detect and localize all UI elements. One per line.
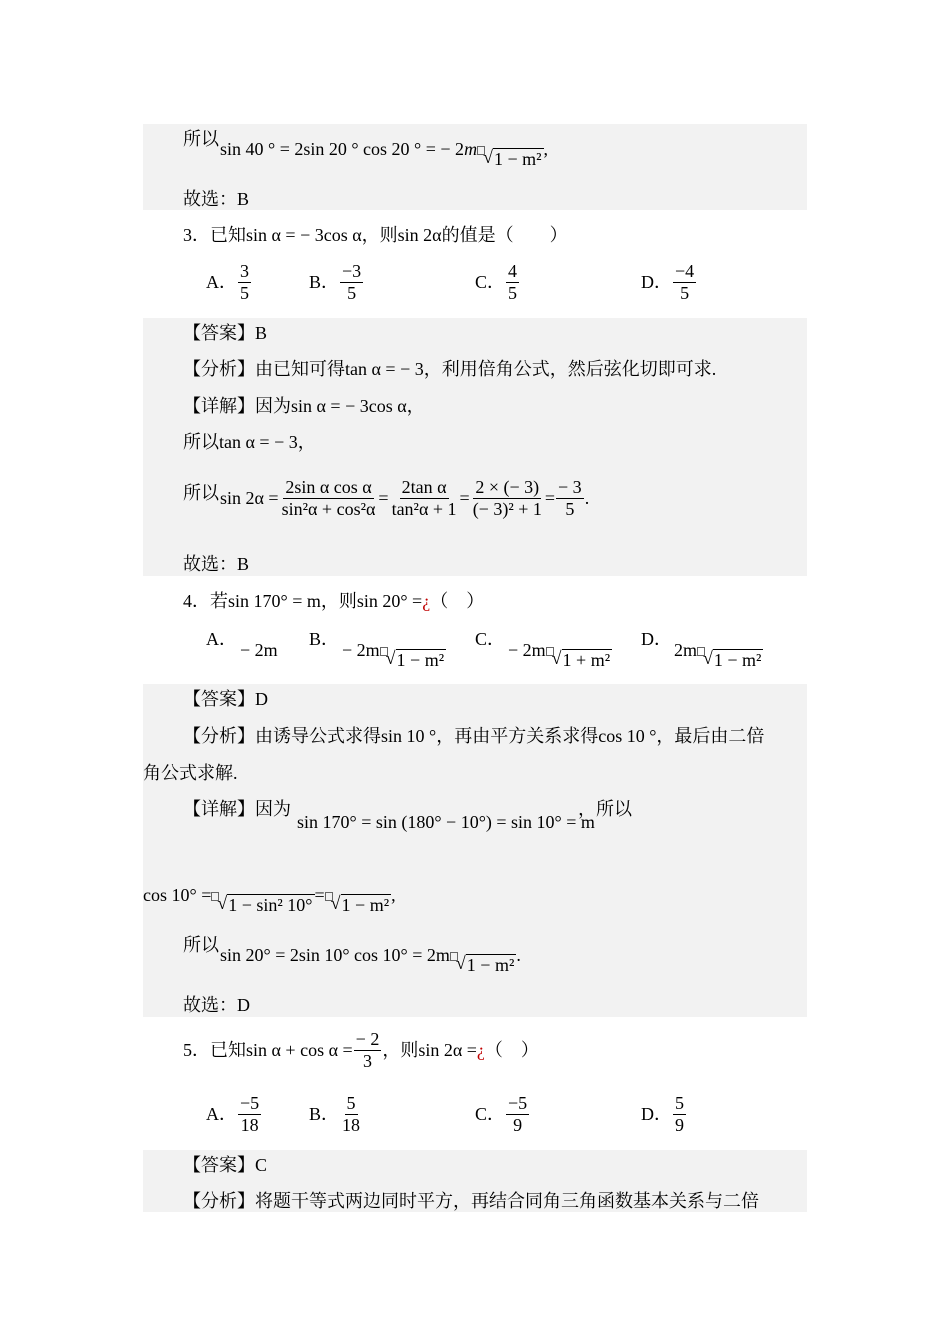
q4-final-rad: 1 − m² [466,955,515,975]
q3-opt-b-frac [340,262,363,303]
q5-opt-c-den: 9 [513,1114,523,1135]
q4-cos-eq: = [314,885,325,905]
q3-frac-3 [471,478,544,519]
q3-option-c [475,262,520,303]
q3-f4-den: 5 [565,498,575,519]
q4-final-math [220,946,521,976]
q4-option-d [641,630,672,648]
q5-opt-a-frac [238,1094,261,1135]
q4-opt-a-value: − 2m [240,640,278,660]
q4-stem [183,592,484,610]
q4-opt-b-label: B． [309,629,340,649]
q3-opt-a-frac [238,262,251,303]
q3-stem: 3．已知sin α = − 3cos α，则sin 2α的值是（ ） [183,225,568,245]
q3-opt-a-num: 3 [240,261,249,281]
q3-eq-3: = [544,488,556,509]
q3-opt-c-label: C． [475,272,506,293]
q4-cos-lhs: cos 10° = [143,885,212,905]
q3-step3 [220,478,589,519]
q4-cos-radical-1: √ 1 − sin² 10° [211,894,314,916]
q5-analysis: 【分析】将题干等式两边同时平方，再结合同角三角函数基本关系与二倍 [183,1191,759,1211]
q4-opt-c-label: C． [475,629,506,649]
q5-stem-tail: （ ） [484,1040,539,1061]
sec1-guxuan: 故选：B [183,189,250,209]
q3-f4-num: − 3 [558,477,582,497]
q5-opt-b-frac [340,1094,362,1135]
q3-option-b [309,262,364,303]
q3-opt-d-den: 5 [680,282,690,303]
q5-opt-d-frac [673,1094,686,1135]
q4-cos-rad2: 1 − m² [341,895,390,915]
q4-analysis-line2: 角公式求解. [143,763,238,783]
q4-cos-line [143,886,396,916]
q4-detail-tail: ，所以 [578,799,632,819]
q5-opt-c-frac [506,1094,529,1135]
sec1-tail: , [543,139,549,159]
q3-option-a [206,262,252,303]
q4-opt-c-value [508,641,612,671]
q3-f3-num: 2 × (− 3) [475,477,540,497]
q4-stem-prefix: 4．若 [183,591,228,611]
q5-opt-a-num: −5 [240,1093,260,1113]
q4-final-prefix: 所以 [183,935,219,955]
q4-opt-d-radical: √ 1 − m² [697,649,763,671]
q4-opt-a-label: A． [206,629,237,649]
q4-analysis-line1: 【分析】由诱导公式求得sin 10 °，再由平方关系求得cos 10 °，最后由二倍 [183,726,765,746]
q5-option-d [641,1094,687,1135]
q3-opt-c-den: 5 [508,282,518,303]
q5-opt-a-label: A． [206,1104,237,1125]
q5-stem-den: 3 [363,1050,372,1071]
q4-cos-rad1: 1 − sin² 10° [228,895,313,915]
q3-opt-b-num: −3 [342,261,362,281]
q4-opt-c-val: − 2m [508,640,546,660]
q5-option-a [206,1094,262,1135]
q4-opt-d-rad: 1 − m² [713,650,762,670]
q4-detail-math: sin 170° = sin (180° − 10°) = sin 10° = m [297,812,595,832]
q5-stem-prefix: 5．已知sin α + cos α = [183,1040,353,1061]
q5-answer: 【答案】C [183,1155,268,1175]
q3-f3-den: (− 3)² + 1 [472,498,542,519]
q5-opt-b-den: 18 [342,1114,361,1135]
q5-option-c [475,1094,530,1135]
q4-stem-math: sin 170° = m，则sin 20° = [228,591,423,611]
q5-opt-d-den: 9 [675,1114,684,1135]
q4-opt-d-value [674,641,763,671]
q4-final-tail: . [516,945,521,965]
q3-opt-b-label: B． [309,272,340,293]
q4-option-b [309,630,339,648]
q5-stem-num: − 2 [355,1029,380,1049]
q3-opt-b-den: 5 [347,282,357,303]
q5-opt-a-den: 18 [240,1114,259,1135]
q4-final-radical: √ 1 − m² [450,954,516,976]
q3-detail: 【详解】因为sin α = − 3cos α， [183,396,425,416]
q4-detail-prefix: 【详解】因为 [183,799,291,819]
q4-opt-d-val: 2m [674,640,698,660]
q4-cos-radical-2: √ 1 − m² [325,894,391,916]
q4-guxuan: 故选：D [183,995,250,1015]
q3-option-d [641,262,697,303]
q4-cos-tail: , [391,885,396,905]
q4-stem-glyph: ¿ [422,591,431,611]
q5-stem-mid: ，则sin 2α = [382,1040,477,1061]
q5-opt-b-num: 5 [346,1093,356,1113]
q3-analysis: 【分析】由已知可得tan α = − 3，利用倍角公式，然后弦化切即可求. [183,359,717,379]
q5-option-b [309,1094,363,1135]
q4-stem-tail: （ ） [430,591,485,611]
q3-frac-2 [390,478,459,519]
q3-opt-a-label: A． [206,272,237,293]
q3-eq-1: = [378,488,389,509]
sec1-radical-body: 1 − m² [493,149,542,169]
q4-opt-c-rad: 1 + m² [562,650,611,670]
q3-opt-d-label: D． [641,272,672,293]
q5-opt-d-label: D． [641,1104,672,1125]
sec1-radical: √ 1 − m² [477,148,543,170]
q4-option-a [206,630,237,648]
q3-opt-a-den: 5 [240,282,249,303]
q3-frac-4 [556,478,584,519]
q3-eq-2: = [459,488,470,509]
q4-answer: 【答案】D [183,689,268,709]
q3-answer: 【答案】B [183,323,268,343]
q3-step3-lhs: sin 2α = [220,488,279,509]
q4-opt-b-radical: √ 1 − m² [380,649,446,671]
q5-stem-glyph: ¿ [476,1040,485,1061]
q3-opt-d-frac [673,262,696,303]
sec1-suoyi: 所以 [183,129,219,149]
q4-final-expr: sin 20° = 2sin 10° cos 10° = 2m [220,945,450,965]
q3-opt-d-num: −4 [675,261,695,281]
q3-guxuan: 故选：B [183,554,250,574]
q4-opt-d-label: D． [641,629,672,649]
q3-step2: 所以tan α = − 3， [183,432,316,452]
q4-opt-c-radical: √ 1 + m² [546,649,612,671]
q3-f2-den: tan²α + 1 [391,498,457,519]
q3-step3-prefix: 所以 [183,483,219,503]
q5-opt-c-num: −5 [508,1093,528,1113]
q5-opt-d-num: 5 [675,1093,684,1113]
q5-opt-b-label: B． [309,1104,340,1125]
q3-f1-num: 2sin α cos α [285,477,372,497]
q4-opt-b-val: − 2m [342,640,380,660]
q5-stem [183,1030,539,1071]
q3-f2-num: 2tan α [401,477,447,497]
q4-opt-b-rad: 1 − m² [396,650,445,670]
q3-frac-1 [280,478,378,519]
sec1-formula [220,140,548,170]
q3-opt-c-frac [506,262,519,303]
sec1-formula-lhs: sin 40 ° = 2sin 20 ° cos 20 ° = − 2 [220,139,465,159]
sec1-m: m [464,139,478,159]
q3-f1-den: sin²α + cos²α [281,498,376,519]
q4-opt-b-value [342,641,446,671]
q3-opt-c-num: 4 [508,261,518,281]
q3-step3-period: . [584,488,590,509]
q4-option-c [475,630,505,648]
q5-stem-frac [354,1030,382,1071]
q5-opt-c-label: C． [475,1104,506,1125]
